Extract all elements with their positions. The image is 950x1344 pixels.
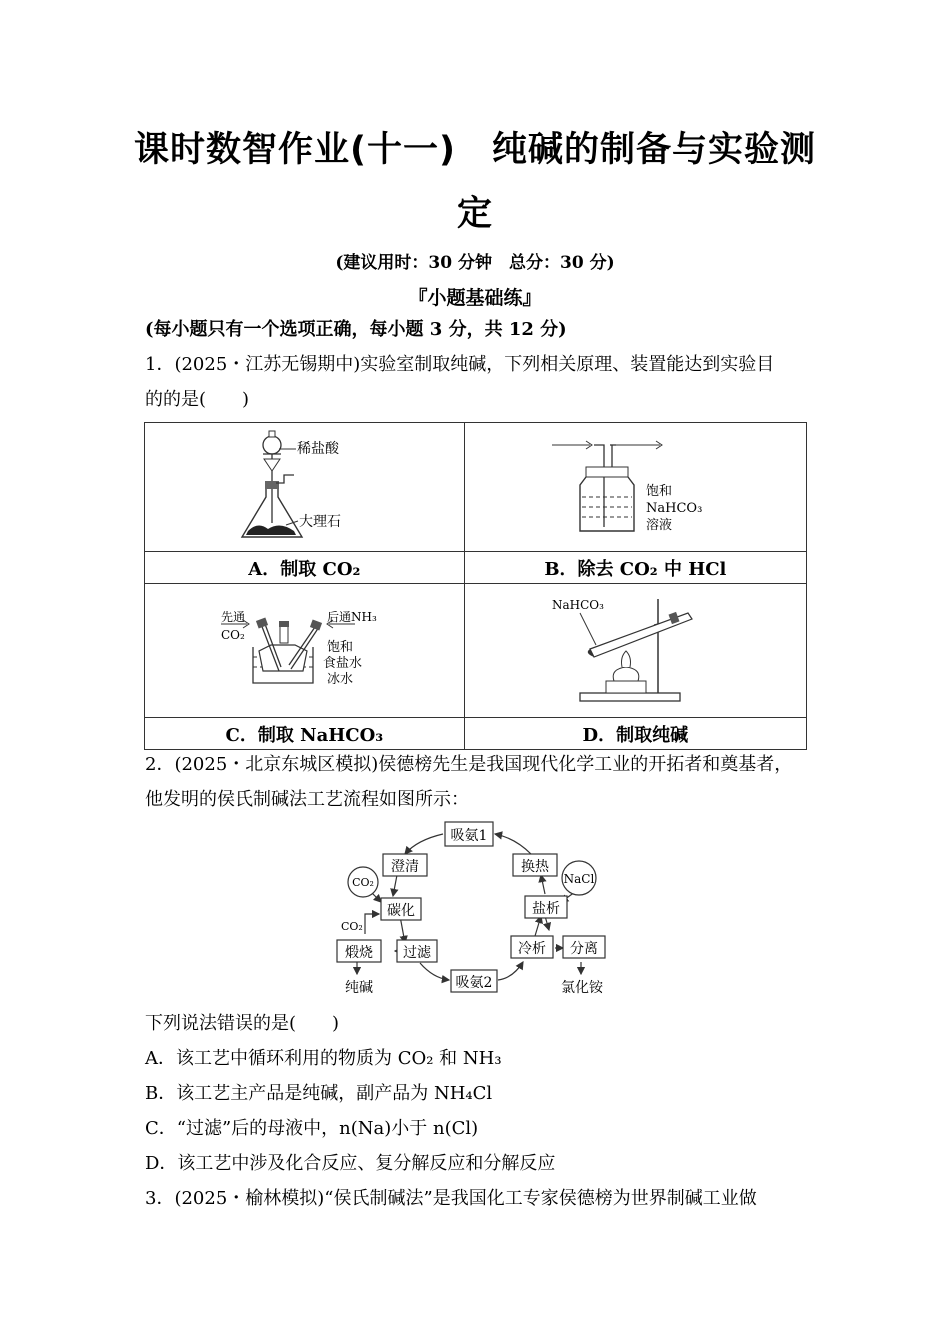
q2-option-a: A．该工艺中循环利用的物质为 CO₂ 和 NH₃ bbox=[145, 1048, 502, 1069]
instruction: (每小题只有一个选项正确，每小题 3 分，共 12 分) bbox=[145, 319, 567, 340]
option-d-figure bbox=[464, 584, 806, 718]
label-first-co2-b: CO₂ bbox=[221, 627, 246, 642]
node-absorb1 bbox=[445, 822, 493, 846]
label-brine: 食盐水 bbox=[323, 655, 363, 671]
label-first-co2-a: 先通 bbox=[221, 610, 246, 624]
label-dilute-hcl: 稀盐酸 bbox=[297, 441, 340, 457]
q2-stem-line2: 他发明的侯氏制碱法工艺流程如图所示： bbox=[145, 789, 469, 810]
node-separate bbox=[563, 936, 605, 958]
svg-text:冷析: 冷析 bbox=[518, 941, 546, 957]
node-cool-crystallize bbox=[511, 936, 553, 958]
label-saturated-c: 饱和 bbox=[327, 639, 354, 655]
svg-text:CO₂: CO₂ bbox=[352, 876, 374, 889]
option-b-figure bbox=[464, 423, 806, 552]
node-filter bbox=[397, 940, 437, 962]
node-clarify bbox=[383, 854, 427, 876]
node-nacl-circle bbox=[562, 861, 596, 895]
svg-text:NaCl: NaCl bbox=[563, 872, 595, 886]
option-c-caption: C．制取 NaHCO₃ bbox=[145, 718, 465, 750]
q1-options-table bbox=[144, 422, 807, 750]
svg-text:澄清: 澄清 bbox=[391, 859, 419, 875]
node-salting-out bbox=[525, 896, 567, 918]
three-neck-flask-figure bbox=[219, 611, 389, 691]
q1-stem-line2: 的的是( ) bbox=[145, 389, 250, 410]
section-heading: 『小题基础练』 bbox=[408, 287, 542, 309]
node-co2-circle bbox=[348, 867, 378, 897]
label-nahco3-d: NaHCO₃ bbox=[552, 597, 605, 612]
page-title-line1: 课时数智作业(十一) 纯碱的制备与实验测 bbox=[134, 130, 816, 170]
svg-text:分离: 分离 bbox=[570, 941, 598, 957]
label-nahco3: NaHCO₃ bbox=[646, 501, 703, 516]
label-saturated: 饱和 bbox=[646, 484, 673, 499]
option-c-figure bbox=[145, 584, 465, 718]
q2-stem-line1: 2．(2025・北京东城区模拟)侯德榜先生是我国现代化学工业的开拓者和奠基者， bbox=[145, 754, 793, 775]
q1-stem-line1: 1．(2025・江苏无锡期中)实验室制取纯碱，下列相关原理、装置能达到实验目 bbox=[145, 354, 775, 375]
label-soda-ash: 纯碱 bbox=[345, 980, 373, 996]
label-ammonium-chloride: 氯化铵 bbox=[561, 980, 603, 996]
time-score-note: (建议用时：30 分钟 总分：30 分) bbox=[335, 253, 615, 273]
svg-text:吸氨1: 吸氨1 bbox=[450, 828, 488, 844]
hou-process-flowchart bbox=[335, 818, 615, 1000]
label-solution: 溶液 bbox=[646, 518, 673, 533]
option-a-figure bbox=[145, 423, 465, 552]
label-then-nh3: 后通NH₃ bbox=[327, 610, 378, 624]
svg-text:盐析: 盐析 bbox=[532, 901, 560, 917]
node-calcine bbox=[337, 940, 381, 962]
svg-text:过滤: 过滤 bbox=[403, 945, 431, 961]
label-co2-recycle: CO₂ bbox=[341, 920, 363, 933]
svg-text:碳化: 碳化 bbox=[387, 903, 415, 919]
label-marble: 大理石 bbox=[299, 514, 342, 530]
node-absorb2 bbox=[451, 970, 497, 992]
co2-generator-figure bbox=[224, 425, 384, 549]
heating-apparatus-figure bbox=[550, 595, 720, 707]
node-carbonize bbox=[381, 898, 421, 920]
q2-option-d: D．该工艺中涉及化合反应、复分解反应和分解反应 bbox=[145, 1153, 556, 1174]
option-b-caption: B．除去 CO₂ 中 HCl bbox=[464, 552, 806, 584]
q2-option-c: C．“过滤”后的母液中，n(Na)小于 n(Cl) bbox=[145, 1118, 479, 1139]
svg-text:煅烧: 煅烧 bbox=[345, 945, 373, 961]
page-title-line2: 定 bbox=[456, 194, 493, 234]
svg-text:换热: 换热 bbox=[521, 859, 549, 875]
option-a-caption: A．制取 CO₂ bbox=[145, 552, 465, 584]
svg-text:吸氨2: 吸氨2 bbox=[455, 975, 493, 991]
q3-stem-line1: 3．(2025・榆林模拟)“侯氏制碱法”是我国化工专家侯德榜为世界制碱工业做 bbox=[145, 1188, 757, 1209]
node-exchange bbox=[513, 854, 557, 876]
q2-option-b: B．该工艺主产品是纯碱，副产品为 NH₄Cl bbox=[145, 1083, 493, 1104]
option-d-caption: D．制取纯碱 bbox=[464, 718, 806, 750]
label-ice-water: 冰水 bbox=[327, 671, 354, 687]
gas-washing-bottle-figure bbox=[550, 431, 720, 543]
q2-prompt: 下列说法错误的是( ) bbox=[145, 1013, 340, 1034]
